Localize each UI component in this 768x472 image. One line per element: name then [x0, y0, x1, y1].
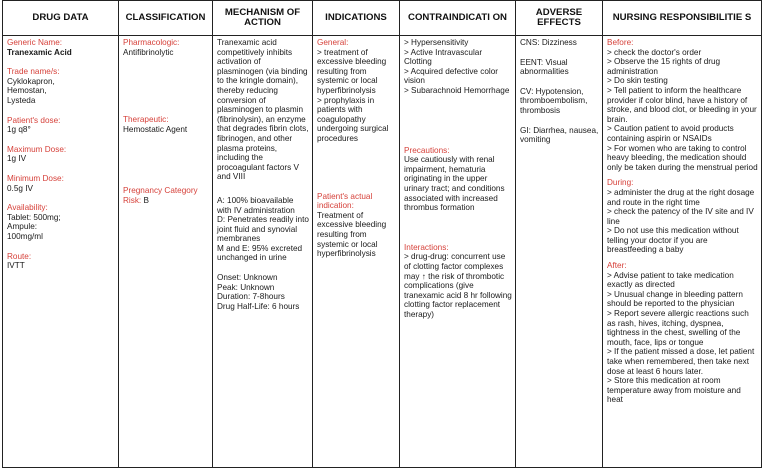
after-item: > If the patient missed a dose, let patient take when remembered, then take next dose at least 6 hours later.	[607, 347, 755, 376]
during-item: > Do not use this medication without telling your doctor if you are breastfeeding a baby	[607, 226, 739, 255]
generic-value: Tranexamic Acid	[7, 47, 72, 57]
after-item: > Advise patient to take medication exactly as directed	[607, 270, 734, 290]
indications-cell	[313, 36, 400, 468]
route-value: IVTT	[7, 261, 25, 271]
route-label: Route:	[7, 251, 32, 261]
max-dose-label: Maximum Dose:	[7, 144, 67, 154]
after-item: > Unusual change in bleeding pattern should be reported to the physician	[607, 289, 743, 309]
availability-label: Availability:	[7, 203, 48, 213]
therapeutic-label: Therapeutic:	[123, 115, 169, 125]
trade-value: Cyklokapron,	[7, 76, 55, 86]
header-adverse-effects: ADVERSE EFFECTS	[516, 1, 603, 36]
contraindication-item: > Acquired defective color vision	[404, 66, 498, 86]
actual-indication-label: Patient's actual indication:	[317, 191, 373, 211]
adverse-effects-cell	[516, 36, 603, 468]
before-item: > Observe the 15 rights of drug administration	[607, 57, 721, 76]
before-item: > check the doctor's order	[607, 47, 702, 57]
adverse-gi: GI: Diarrhea, nausea, vomiting	[520, 125, 599, 145]
patient-dose-label: Patient's dose:	[7, 115, 61, 125]
after-label: After:	[607, 261, 627, 271]
pharmacologic-label: Pharmacologic:	[123, 38, 180, 47]
header-drug-data: DRUG DATA	[3, 1, 119, 36]
pk-excretion: M and E: 95% excreted unchanged in urine	[217, 243, 303, 263]
header-contraindication: CONTRAINDICATI ON	[400, 1, 516, 36]
contraindication-item: > Subarachnoid Hemorrhage	[404, 85, 510, 95]
mechanism-cell	[213, 36, 313, 468]
general-indication-item: > prophylaxis in patients with coagulopathy undergoing surgical procedures	[317, 95, 389, 143]
min-dose-value: 0.5g IV	[7, 183, 33, 193]
after-item: > Report severe allergic reactions such as rash, hives, itching, dyspnea, tightness in the chest, swelling of the mouth, face, lips or tongue	[607, 309, 749, 347]
availability-value: 100mg/ml	[7, 231, 43, 241]
patient-dose-value: 1g q8°	[7, 125, 31, 135]
pk-distribution: D: Penetrates readily into joint fluid and synovial membranes	[217, 215, 309, 244]
generic-label: Generic Name:	[7, 38, 63, 47]
header-nursing: NURSING RESPONSIBILITIE S	[603, 1, 762, 36]
before-item: > For women who are taking to control heavy bleeding, the medication should only be taken during the menstrual period	[607, 143, 758, 172]
min-dose-label: Minimum Dose:	[7, 173, 64, 183]
therapeutic-value: Hemostatic Agent	[123, 124, 188, 134]
risk-label: Risk:	[123, 195, 142, 205]
adverse-cv: CV: Hypotension, thromboembolism, thrombosis	[520, 86, 588, 115]
interactions-text: > drug-drug: concurrent use of clotting factor complexes may ↑ the risk of thrombotic complications (give tranexamic acid 8 hr following clotting factor replacement therapy)	[404, 252, 512, 319]
classification-cell	[119, 36, 213, 468]
max-dose-value: 1g IV	[7, 154, 27, 164]
during-item: > administer the drug at the right dosage and route in the right time	[607, 187, 755, 207]
nursing-cell	[603, 36, 762, 468]
drug-study-table	[2, 0, 762, 468]
drug-data-cell	[3, 36, 119, 468]
peak: Peak: Unknown	[217, 282, 275, 292]
after-item: > Store this medication at room temperature away from moisture and heat	[607, 376, 741, 405]
during-item: > check the patency of the IV site and IV line	[607, 207, 754, 226]
trade-label: Trade name/s:	[7, 67, 60, 77]
precautions-label: Precautions:	[404, 145, 450, 155]
trade-value: Hemostan,	[7, 86, 47, 96]
contraindication-cell	[400, 36, 516, 468]
availability-value: Ampule:	[7, 222, 38, 232]
general-indication-item: > treatment of excessive bleeding resulting from systemic or local hyperfibrinolysis	[317, 47, 387, 95]
header-row	[3, 1, 762, 36]
before-label: Before:	[607, 38, 634, 47]
general-indication-label: General:	[317, 38, 349, 47]
contraindication-item: > Hypersensitivity	[404, 38, 469, 47]
adverse-cns: CNS: Dizziness	[520, 38, 577, 47]
risk-value: B	[143, 195, 149, 205]
availability-value: Tablet: 500mg;	[7, 212, 61, 222]
before-item: > Tell patient to inform the healthcare provider if color blind, have a history of stroke, and blood clot, or bleeding in your brain.	[607, 85, 757, 124]
mechanism-text: Tranexamic acid competitively inhibits activation of plasminogen (via binding to the kringle domain), thereby reducing conversion of plasminogen to plasmin (fibrinolysin), an enzyme that degrades fibrin clots, fibrinogen, and other plasma proteins, including the procoagulant factors V and VIII	[217, 38, 309, 182]
trade-value: Lysteda	[7, 95, 36, 105]
header-classification: CLASSIFICATION	[119, 1, 213, 36]
before-item: > Do skin testing	[607, 76, 668, 86]
header-mechanism: MECHANISM OF ACTION	[213, 1, 313, 36]
header-indications: INDICATIONS	[313, 1, 400, 36]
before-item: > Caution patient to avoid products containing aspirin or NSAIDs	[607, 124, 734, 143]
during-label: During:	[607, 178, 634, 188]
pharmacologic-value: Antifibrinolytic	[123, 47, 174, 57]
onset: Onset: Unknown	[217, 273, 278, 283]
half-life: Drug Half-Life: 6 hours	[217, 301, 300, 311]
contraindication-item: > Active Intravascular Clotting	[404, 47, 483, 67]
pk-absorption: A: 100% bioavailable with IV administration	[217, 195, 295, 215]
content-row	[3, 36, 762, 468]
duration: Duration: 7-8hours	[217, 292, 285, 302]
interactions-label: Interactions:	[404, 242, 449, 252]
actual-indication-text: Treatment of excessive bleeding resulting from systemic or local hyperfibrinolysis	[317, 210, 387, 259]
adverse-eent: EENT: Visual abnormalities	[520, 57, 569, 77]
precautions-text: Use cautiously with renal impairment, hematuria originating in the upper urinary tract; and conditions associated with increased thrombus formation	[404, 155, 505, 213]
pregnancy-label: Pregnancy Category	[123, 186, 198, 196]
